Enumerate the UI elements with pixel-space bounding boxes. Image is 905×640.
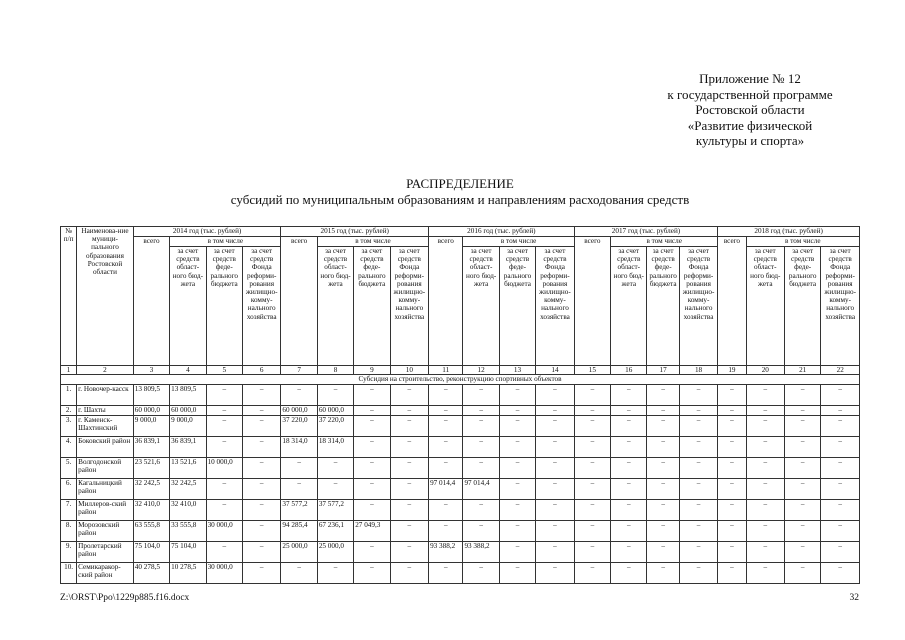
- row-number: 3.: [61, 416, 77, 437]
- value-cell: –: [784, 500, 820, 521]
- value-cell: –: [784, 416, 820, 437]
- value-cell: 13 809,5: [133, 385, 169, 406]
- value-cell: –: [679, 500, 717, 521]
- value-cell: –: [647, 563, 679, 584]
- column-number: 4: [170, 366, 206, 375]
- value-cell: –: [746, 563, 784, 584]
- header-incl: в том числе: [463, 237, 574, 247]
- value-cell: –: [242, 500, 280, 521]
- header-source: за счет средств феде-рального бюджета: [647, 247, 679, 366]
- value-cell: –: [647, 385, 679, 406]
- value-cell: –: [718, 416, 746, 437]
- row-number: 5.: [61, 458, 77, 479]
- value-cell: –: [718, 500, 746, 521]
- column-number: 19: [718, 366, 746, 375]
- value-cell: 32 242,5: [170, 479, 206, 500]
- value-cell: 36 839,1: [133, 437, 169, 458]
- column-number: 15: [574, 366, 610, 375]
- header-source: за счет средств област-ного бюд-жета: [317, 247, 353, 366]
- value-cell: –: [242, 437, 280, 458]
- value-cell: –: [718, 458, 746, 479]
- value-cell: 37 220,0: [281, 416, 317, 437]
- value-cell: –: [242, 458, 280, 479]
- value-cell: –: [281, 563, 317, 584]
- value-cell: –: [536, 479, 574, 500]
- value-cell: –: [463, 437, 499, 458]
- value-cell: –: [821, 458, 860, 479]
- appendix-header: [620, 71, 880, 149]
- header-source: за счет средств феде-рального бюджета: [784, 247, 820, 366]
- value-cell: –: [463, 521, 499, 542]
- value-cell: –: [463, 563, 499, 584]
- value-cell: –: [574, 521, 610, 542]
- value-cell: –: [390, 500, 428, 521]
- value-cell: –: [317, 385, 353, 406]
- row-number: 8.: [61, 521, 77, 542]
- value-cell: –: [574, 479, 610, 500]
- value-cell: 32 410,0: [133, 500, 169, 521]
- value-cell: –: [574, 458, 610, 479]
- value-cell: –: [499, 500, 535, 521]
- table-row: [61, 479, 860, 500]
- value-cell: –: [718, 521, 746, 542]
- page-number: 32: [849, 593, 859, 603]
- value-cell: –: [242, 563, 280, 584]
- column-number: 11: [429, 366, 463, 375]
- value-cell: –: [536, 500, 574, 521]
- value-cell: –: [390, 542, 428, 563]
- value-cell: 13 809,5: [170, 385, 206, 406]
- value-cell: –: [647, 458, 679, 479]
- value-cell: –: [611, 385, 647, 406]
- value-cell: –: [499, 542, 535, 563]
- header-total: всего: [429, 237, 463, 366]
- value-cell: 18 314,0: [281, 437, 317, 458]
- value-cell: –: [281, 479, 317, 500]
- value-cell: 60 000,0: [317, 406, 353, 416]
- value-cell: –: [718, 406, 746, 416]
- value-cell: –: [746, 437, 784, 458]
- value-cell: 93 388,2: [463, 542, 499, 563]
- value-cell: –: [746, 542, 784, 563]
- value-cell: –: [679, 563, 717, 584]
- value-cell: –: [574, 437, 610, 458]
- table-row: [61, 500, 860, 521]
- header-total: всего: [133, 237, 169, 366]
- value-cell: –: [647, 479, 679, 500]
- value-cell: –: [647, 437, 679, 458]
- value-cell: –: [718, 479, 746, 500]
- value-cell: –: [536, 563, 574, 584]
- value-cell: –: [536, 437, 574, 458]
- value-cell: –: [499, 437, 535, 458]
- value-cell: –: [499, 458, 535, 479]
- value-cell: 94 285,4: [281, 521, 317, 542]
- column-number: 9: [354, 366, 390, 375]
- value-cell: –: [784, 437, 820, 458]
- value-cell: –: [647, 542, 679, 563]
- value-cell: 75 104,0: [170, 542, 206, 563]
- municipality-name: Волгодонской район: [77, 458, 134, 479]
- header-source: за счет средств Фонда реформи-рования жилищно-комму-нального хозяйства: [821, 247, 860, 366]
- value-cell: –: [574, 542, 610, 563]
- value-cell: 32 410,0: [170, 500, 206, 521]
- header-year: 2016 год (тыс. рублей): [429, 227, 575, 237]
- value-cell: 10 000,0: [206, 458, 242, 479]
- value-cell: 97 014,4: [429, 479, 463, 500]
- header-year: 2018 год (тыс. рублей): [718, 227, 860, 237]
- value-cell: –: [574, 416, 610, 437]
- value-cell: –: [746, 406, 784, 416]
- column-number: 14: [536, 366, 574, 375]
- row-number: 4.: [61, 437, 77, 458]
- value-cell: –: [206, 406, 242, 416]
- value-cell: –: [647, 416, 679, 437]
- value-cell: –: [821, 416, 860, 437]
- header-source: за счет средств Фонда реформи-рования жилищно-комму-нального хозяйства: [679, 247, 717, 366]
- value-cell: –: [784, 479, 820, 500]
- value-cell: –: [463, 500, 499, 521]
- header-year: 2015 год (тыс. рублей): [281, 227, 429, 237]
- value-cell: –: [354, 458, 390, 479]
- value-cell: –: [718, 385, 746, 406]
- value-cell: –: [821, 500, 860, 521]
- value-cell: 30 000,0: [206, 563, 242, 584]
- value-cell: –: [206, 416, 242, 437]
- table-row: [61, 406, 860, 416]
- column-number: 13: [499, 366, 535, 375]
- value-cell: –: [390, 521, 428, 542]
- value-cell: –: [574, 563, 610, 584]
- value-cell: –: [784, 542, 820, 563]
- value-cell: –: [390, 437, 428, 458]
- value-cell: –: [746, 521, 784, 542]
- column-number: 6: [242, 366, 280, 375]
- value-cell: –: [429, 458, 463, 479]
- row-number: 7.: [61, 500, 77, 521]
- municipality-name: Морозовский район: [77, 521, 134, 542]
- column-number: 16: [611, 366, 647, 375]
- header-source: за счет средств феде-рального бюджета: [499, 247, 535, 366]
- value-cell: –: [574, 406, 610, 416]
- value-cell: 32 242,5: [133, 479, 169, 500]
- municipality-name: г. Каменск-Шахтинский: [77, 416, 134, 437]
- value-cell: –: [317, 479, 353, 500]
- header-year: 2014 год (тыс. рублей): [133, 227, 281, 237]
- value-cell: –: [242, 385, 280, 406]
- value-cell: –: [821, 385, 860, 406]
- municipality-name: г. Шахты: [77, 406, 134, 416]
- value-cell: –: [242, 416, 280, 437]
- value-cell: –: [574, 500, 610, 521]
- value-cell: –: [206, 385, 242, 406]
- table-row: [61, 542, 860, 563]
- value-cell: –: [499, 479, 535, 500]
- value-cell: –: [784, 385, 820, 406]
- value-cell: –: [429, 521, 463, 542]
- value-cell: 36 839,1: [170, 437, 206, 458]
- column-number: 7: [281, 366, 317, 375]
- header-source: за счет средств Фонда реформи-рования жилищно-комму-нального хозяйства: [242, 247, 280, 366]
- column-number: 20: [746, 366, 784, 375]
- row-number: 1.: [61, 385, 77, 406]
- column-number: 10: [390, 366, 428, 375]
- value-cell: –: [499, 385, 535, 406]
- value-cell: –: [647, 521, 679, 542]
- value-cell: –: [390, 416, 428, 437]
- value-cell: –: [463, 458, 499, 479]
- appendix-line: «Развитие физической: [687, 117, 813, 133]
- value-cell: 60 000,0: [170, 406, 206, 416]
- value-cell: –: [679, 406, 717, 416]
- header-incl: в том числе: [611, 237, 718, 247]
- header-name: Наименова-ние муници-пального образования Ростовской области: [77, 227, 134, 366]
- value-cell: –: [611, 406, 647, 416]
- value-cell: –: [611, 521, 647, 542]
- value-cell: –: [463, 416, 499, 437]
- value-cell: 13 521,6: [170, 458, 206, 479]
- table-row: [61, 437, 860, 458]
- value-cell: 10 278,5: [170, 563, 206, 584]
- value-cell: 30 000,0: [206, 521, 242, 542]
- header-source: за счет средств феде-рального бюджета: [206, 247, 242, 366]
- table-row: [61, 458, 860, 479]
- value-cell: –: [499, 416, 535, 437]
- header-incl: в том числе: [317, 237, 428, 247]
- value-cell: –: [354, 479, 390, 500]
- value-cell: –: [784, 458, 820, 479]
- value-cell: –: [354, 500, 390, 521]
- value-cell: –: [242, 479, 280, 500]
- value-cell: –: [574, 385, 610, 406]
- header-incl: в том числе: [170, 237, 281, 247]
- header-total: всего: [574, 237, 610, 366]
- value-cell: –: [206, 437, 242, 458]
- row-number: 2.: [61, 406, 77, 416]
- value-cell: 67 236,1: [317, 521, 353, 542]
- header-source: за счет средств област-ного бюд-жета: [746, 247, 784, 366]
- value-cell: –: [647, 406, 679, 416]
- value-cell: –: [429, 406, 463, 416]
- value-cell: –: [206, 479, 242, 500]
- value-cell: 37 577,2: [317, 500, 353, 521]
- column-number: 8: [317, 366, 353, 375]
- column-number: 18: [679, 366, 717, 375]
- value-cell: –: [679, 385, 717, 406]
- value-cell: 60 000,0: [133, 406, 169, 416]
- value-cell: –: [206, 542, 242, 563]
- value-cell: –: [499, 563, 535, 584]
- value-cell: 37 220,0: [317, 416, 353, 437]
- municipality-name: Кагальницкий район: [77, 479, 134, 500]
- value-cell: –: [317, 458, 353, 479]
- value-cell: –: [390, 563, 428, 584]
- section-title: Субсидия на строительство, реконструкцию спортивных объектов: [61, 375, 860, 385]
- column-number: 17: [647, 366, 679, 375]
- column-number: 2: [77, 366, 134, 375]
- value-cell: –: [784, 563, 820, 584]
- value-cell: 33 555,8: [170, 521, 206, 542]
- appendix-line: Приложение № 12: [699, 71, 801, 86]
- header-year: 2017 год (тыс. рублей): [574, 227, 718, 237]
- value-cell: –: [463, 385, 499, 406]
- value-cell: 18 314,0: [317, 437, 353, 458]
- value-cell: –: [429, 437, 463, 458]
- header-source: за счет средств област-ного бюд-жета: [611, 247, 647, 366]
- subsidy-table: [60, 226, 860, 584]
- table-row: [61, 416, 860, 437]
- document-title: [60, 176, 860, 208]
- column-number: 21: [784, 366, 820, 375]
- value-cell: –: [821, 521, 860, 542]
- value-cell: 60 000,0: [281, 406, 317, 416]
- value-cell: –: [679, 458, 717, 479]
- value-cell: –: [354, 416, 390, 437]
- value-cell: –: [679, 479, 717, 500]
- value-cell: –: [354, 563, 390, 584]
- value-cell: –: [390, 406, 428, 416]
- municipality-name: г. Новочер-касск: [77, 385, 134, 406]
- header-total: всего: [281, 237, 317, 366]
- column-number: 5: [206, 366, 242, 375]
- table-row: [61, 521, 860, 542]
- value-cell: –: [536, 416, 574, 437]
- value-cell: –: [499, 521, 535, 542]
- value-cell: 37 577,2: [281, 500, 317, 521]
- value-cell: –: [679, 542, 717, 563]
- value-cell: –: [354, 385, 390, 406]
- file-path: Z:\ORST\Ppo\1229p885.f16.docx: [60, 593, 190, 603]
- value-cell: –: [611, 458, 647, 479]
- value-cell: –: [536, 385, 574, 406]
- row-number: 6.: [61, 479, 77, 500]
- value-cell: –: [536, 458, 574, 479]
- value-cell: –: [536, 406, 574, 416]
- row-number: 10.: [61, 563, 77, 584]
- value-cell: –: [429, 500, 463, 521]
- value-cell: –: [679, 416, 717, 437]
- appendix-line: Ростовской области: [695, 102, 805, 117]
- header-source: за счет средств Фонда реформи-рования жилищно-комму-нального хозяйства: [536, 247, 574, 366]
- header-source: за счет средств Фонда реформи-рования жилищно-комму-нального хозяйства: [390, 247, 428, 366]
- value-cell: –: [499, 406, 535, 416]
- column-number: 22: [821, 366, 860, 375]
- column-number: 12: [463, 366, 499, 375]
- municipality-name: Боковский район: [77, 437, 134, 458]
- header-total: всего: [718, 237, 746, 366]
- appendix-line: к государственной программе: [667, 86, 833, 102]
- value-cell: –: [354, 437, 390, 458]
- value-cell: –: [281, 458, 317, 479]
- value-cell: –: [390, 385, 428, 406]
- value-cell: 23 521,6: [133, 458, 169, 479]
- value-cell: –: [354, 542, 390, 563]
- municipality-name: Семикаракор-ский район: [77, 563, 134, 584]
- value-cell: –: [611, 500, 647, 521]
- value-cell: –: [746, 385, 784, 406]
- header-no: № п/п: [61, 227, 77, 366]
- value-cell: 93 388,2: [429, 542, 463, 563]
- value-cell: –: [821, 479, 860, 500]
- value-cell: 75 104,0: [133, 542, 169, 563]
- column-number: 3: [133, 366, 169, 375]
- value-cell: –: [242, 521, 280, 542]
- value-cell: 27 049,3: [354, 521, 390, 542]
- value-cell: –: [746, 416, 784, 437]
- value-cell: –: [206, 500, 242, 521]
- value-cell: –: [354, 406, 390, 416]
- header-source: за счет средств област-ного бюд-жета: [463, 247, 499, 366]
- value-cell: –: [718, 437, 746, 458]
- value-cell: –: [390, 458, 428, 479]
- header-incl: в том числе: [746, 237, 859, 247]
- value-cell: –: [611, 437, 647, 458]
- value-cell: 97 014,4: [463, 479, 499, 500]
- value-cell: 40 278,5: [133, 563, 169, 584]
- header-source: за счет средств феде-рального бюджета: [354, 247, 390, 366]
- value-cell: –: [821, 542, 860, 563]
- column-number: 1: [61, 366, 77, 375]
- municipality-name: Миллеров-ский район: [77, 500, 134, 521]
- value-cell: –: [281, 385, 317, 406]
- value-cell: –: [746, 479, 784, 500]
- value-cell: 25 000,0: [317, 542, 353, 563]
- value-cell: 25 000,0: [281, 542, 317, 563]
- value-cell: –: [718, 563, 746, 584]
- value-cell: –: [784, 406, 820, 416]
- appendix-line: культуры и спорта»: [695, 133, 805, 148]
- value-cell: –: [718, 542, 746, 563]
- value-cell: –: [390, 479, 428, 500]
- value-cell: –: [536, 521, 574, 542]
- municipality-name: Пролетарский район: [77, 542, 134, 563]
- value-cell: –: [746, 458, 784, 479]
- table-row: [61, 385, 860, 406]
- value-cell: –: [429, 385, 463, 406]
- value-cell: –: [611, 416, 647, 437]
- title-sub: субсидий по муниципальным образованиям и направлениям расходования средств: [230, 192, 690, 207]
- value-cell: –: [821, 406, 860, 416]
- value-cell: –: [821, 563, 860, 584]
- value-cell: –: [611, 542, 647, 563]
- value-cell: –: [536, 542, 574, 563]
- value-cell: –: [647, 500, 679, 521]
- header-source: за счет средств област-ного бюд-жета: [170, 247, 206, 366]
- row-number: 9.: [61, 542, 77, 563]
- value-cell: –: [679, 437, 717, 458]
- value-cell: 9 000,0: [170, 416, 206, 437]
- value-cell: –: [784, 521, 820, 542]
- title-main: РАСПРЕДЕЛЕНИЕ: [406, 176, 514, 191]
- value-cell: 9 000,0: [133, 416, 169, 437]
- value-cell: –: [679, 521, 717, 542]
- value-cell: –: [429, 563, 463, 584]
- value-cell: –: [611, 479, 647, 500]
- table-row: [61, 563, 860, 584]
- value-cell: –: [746, 500, 784, 521]
- value-cell: –: [317, 563, 353, 584]
- value-cell: –: [242, 542, 280, 563]
- value-cell: 63 555,8: [133, 521, 169, 542]
- value-cell: –: [611, 563, 647, 584]
- value-cell: –: [463, 406, 499, 416]
- value-cell: –: [242, 406, 280, 416]
- value-cell: –: [429, 416, 463, 437]
- value-cell: –: [821, 437, 860, 458]
